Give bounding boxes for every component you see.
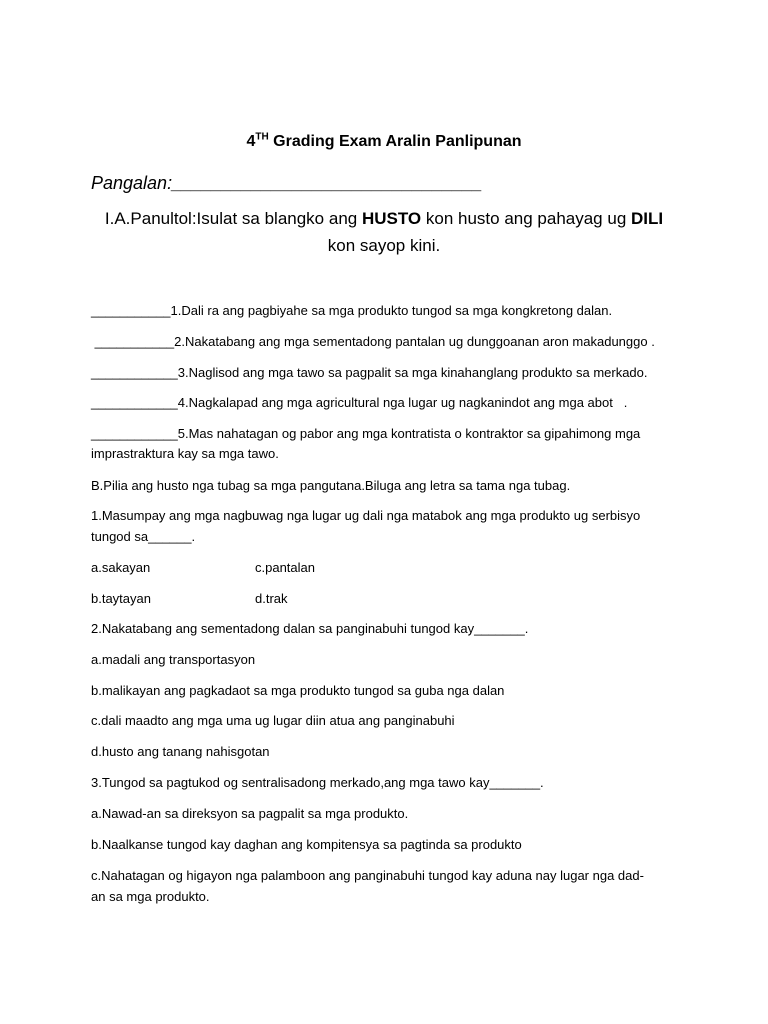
answer-blank: ____________	[91, 365, 178, 380]
instruction-a-bold-dili: DILI	[631, 209, 664, 228]
item-text: 1.Dali ra ang pagbiyahe sa mga produkto tungod sa mga kongkretong dalan.	[170, 303, 613, 318]
part-a-item-5-continuation: imprastraktura kay sa mga tawo.	[91, 446, 279, 461]
question-1-line-2: tungod sa______.	[91, 529, 196, 544]
question-3-choice-a: a.Nawad-an sa direksyon sa pagpalit sa mga produkto.	[91, 806, 409, 821]
name-label: Pangalan:	[91, 173, 173, 193]
answer-blank: ___________	[91, 303, 171, 318]
question-1-choice-b: b.taytayan	[91, 591, 151, 606]
question-3-choice-c-continuation: an sa mga produkto.	[91, 889, 210, 904]
question-2-line-1: 2.Nakatabang ang sementadong dalan sa panginabuhi tungod kay_______.	[91, 621, 529, 636]
name-blank: _______________________________	[172, 173, 483, 193]
instruction-a-part2: kon husto ang pahayag ug	[421, 209, 631, 228]
item-text: 5.Mas nahatagan og pabor ang mga kontratista o kontraktor sa gipahimong mga	[177, 426, 641, 441]
title-superscript: TH	[255, 131, 269, 143]
instruction-a-bold-husto: HUSTO	[361, 209, 422, 228]
item-text: 3.Naglisod ang mga tawo sa pagpalit sa mga kinahanglang produkto sa merkado.	[177, 365, 648, 380]
question-2-choice-b: b.malikayan ang pagkadaot sa mga produkto tungod sa guba nga dalan	[91, 683, 505, 698]
answer-blank: ____________	[91, 395, 178, 410]
part-a-item-2	[91, 334, 655, 350]
item-text: 4.Nagkalapad ang mga agricultural nga lugar ug nagkanindot ang mga abot .	[177, 395, 628, 410]
item-text: 2.Nakatabang ang mga sementadong pantalan ug dunggoanan aron makadunggo .	[174, 334, 655, 349]
instruction-a-part1: I.A.Panultol:Isulat sa blangko ang	[104, 209, 362, 228]
question-3-choice-c: c.Nahatagan og higayon nga palamboon ang panginabuhi tungod kay aduna nay lugar nga dad-	[91, 868, 644, 883]
answer-blank: ____________	[91, 426, 178, 441]
part-a-item-1	[91, 303, 612, 319]
name-field	[91, 171, 482, 195]
instruction-a-line2: kon sayop kini.	[327, 236, 441, 255]
question-2-choice-d: d.husto ang tanang nahisgotan	[91, 744, 270, 759]
question-2-choice-c: c.dali maadto ang mga uma ug lugar diin atua ang panginabuhi	[91, 713, 455, 728]
question-2-choice-a: a.madali ang transportasyon	[91, 652, 256, 667]
question-1-choice-c: c.pantalan	[255, 560, 315, 575]
title-text: Grading Exam Aralin Panlipunan	[268, 133, 522, 150]
question-3-choice-b: b.Naalkanse tungod kay daghan ang kompitensya sa pagtinda sa produkto	[91, 837, 522, 852]
answer-blank: ___________	[91, 334, 175, 349]
part-b-instruction: B.Pilia ang husto nga tubag sa mga pangutana.Biluga ang letra sa tama nga tubag.	[91, 478, 571, 493]
part-a-item-5	[91, 426, 640, 442]
question-3-line-1: 3.Tungod sa pagtukod og sentralisadong merkado,ang mga tawo kay_______.	[91, 775, 544, 790]
part-a-item-3	[91, 365, 648, 381]
exam-title	[0, 131, 768, 153]
part-a-item-4	[91, 395, 627, 411]
question-1-choice-d: d.trak	[255, 591, 288, 606]
title-number: 4	[246, 133, 256, 150]
question-1-line-1: 1.Masumpay ang mga nagbuwag nga lugar ug dali nga matabok ang mga produkto ug serbisyo	[91, 508, 641, 523]
instruction-a-line1	[0, 207, 768, 231]
question-1-choice-a: a.sakayan	[91, 560, 151, 575]
